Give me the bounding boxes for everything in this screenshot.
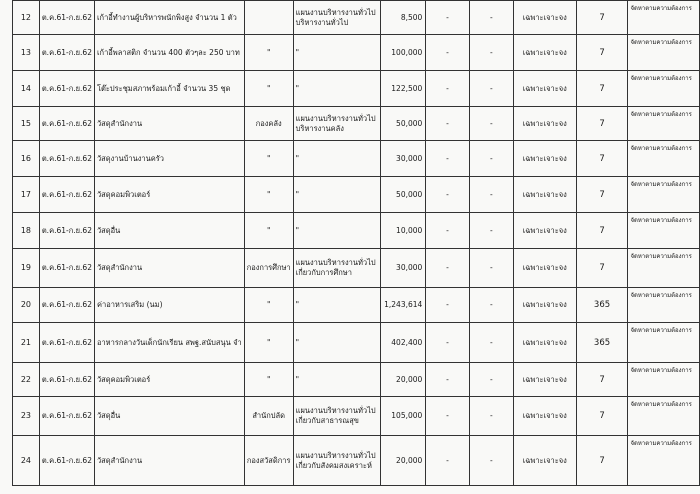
row-period: ต.ค.61-ก.ย.62 (39, 323, 94, 363)
table-row (13, 1, 700, 35)
row-number: 24 (13, 436, 40, 486)
row-item: วัสดุสำนักงาน (94, 107, 244, 141)
row-unit: กองการศึกษา (244, 249, 293, 288)
row-budget-source-1: - (426, 213, 469, 249)
row-budget-source-1: - (426, 288, 469, 323)
row-plan-line-2: เกี่ยวกับการศึกษา (295, 268, 352, 277)
row-period: ต.ค.61-ก.ย.62 (39, 436, 94, 486)
row-days: 7 (576, 1, 628, 35)
table-row (13, 288, 700, 323)
row-days: 7 (576, 107, 628, 141)
row-days: 7 (576, 363, 628, 397)
row-period: ต.ค.61-ก.ย.62 (39, 249, 94, 288)
row-budget-source-2: - (469, 436, 513, 486)
row-item: เก้าอี้ทำงานผู้บริหารพนักพิงสูง จำนวน 1 ตัว (94, 1, 244, 35)
row-unit (244, 1, 293, 35)
row-plan (293, 323, 381, 363)
row-plan (293, 35, 381, 71)
row-number: 23 (13, 397, 40, 436)
row-unit: กองคลัง (244, 107, 293, 141)
row-days: 7 (576, 71, 628, 107)
row-budget: 30,000 (381, 249, 426, 288)
row-number: 16 (13, 141, 40, 177)
row-budget-source-1: - (426, 35, 469, 71)
row-budget-source-2: - (469, 323, 513, 363)
row-budget-source-1: - (426, 323, 469, 363)
row-method: เฉพาะเจาะจง (513, 436, 576, 486)
row-item: วัสดุอื่น (94, 213, 244, 249)
row-item: โต๊ะประชุมสภาพร้อมเก้าอี้ จำนวน 35 ชุด (94, 71, 244, 107)
row-plan (293, 436, 381, 486)
table-row (13, 35, 700, 71)
table-row (13, 363, 700, 397)
row-unit: " (244, 35, 293, 71)
table-row (13, 213, 700, 249)
row-days: 7 (576, 213, 628, 249)
row-plan-line-1: " (295, 83, 300, 93)
row-budget-source-1: - (426, 363, 469, 397)
row-days: 7 (576, 397, 628, 436)
row-plan-line-1: " (295, 153, 300, 163)
row-method: เฉพาะเจาะจง (513, 141, 576, 177)
row-plan-line-1: แผนงานบริหารงานทั่วไป (295, 258, 376, 267)
row-plan (293, 397, 381, 436)
row-plan-line-2: บริหารงานทั่วไป (295, 17, 349, 27)
row-plan-line-1: แผนงานบริหารงานทั่วไป (295, 7, 376, 17)
row-budget-source-1: - (426, 177, 469, 213)
row-item: วัสดุคอมพิวเตอร์ (94, 177, 244, 213)
row-plan (293, 249, 381, 288)
row-item: เก้าอี้พลาสติก จำนวน 400 ตัวๆละ 250 บาท (94, 35, 244, 71)
row-budget-source-2: - (469, 71, 513, 107)
row-days: 365 (576, 288, 628, 323)
row-period: ต.ค.61-ก.ย.62 (39, 288, 94, 323)
row-plan-line-2: เกี่ยวกับสังคมสงเคราะห์ (295, 460, 372, 470)
row-item: อาหารกลางวันเด็กนักเรียน สพฐ.สนับสนุน จำ (94, 323, 244, 363)
row-plan-line-2: เกี่ยวกับสาธารณสุข (295, 416, 359, 425)
row-number: 20 (13, 288, 40, 323)
row-plan-line-1: แผนงานบริหารงานทั่วไป (295, 113, 376, 123)
row-period: ต.ค.61-ก.ย.62 (39, 141, 94, 177)
row-budget: 1,243,614 (381, 288, 426, 323)
table-row (13, 397, 700, 436)
row-period: ต.ค.61-ก.ย.62 (39, 1, 94, 35)
row-period: ต.ค.61-ก.ย.62 (39, 35, 94, 71)
row-budget-source-2: - (469, 177, 513, 213)
table-row (13, 249, 700, 288)
row-unit: " (244, 71, 293, 107)
table-row (13, 141, 700, 177)
row-budget: 105,000 (381, 397, 426, 436)
table-row (13, 436, 700, 486)
row-number: 17 (13, 177, 40, 213)
row-plan (293, 288, 381, 323)
row-method: เฉพาะเจาะจง (513, 397, 576, 436)
row-period: ต.ค.61-ก.ย.62 (39, 71, 94, 107)
row-plan-line-1: แผนงานบริหารงานทั่วไป (295, 406, 376, 415)
row-item: วัสดุสำนักงาน (94, 249, 244, 288)
row-note: จัดหาตามความต้องการ (628, 363, 700, 397)
row-method: เฉพาะเจาะจง (513, 177, 576, 213)
row-budget: 20,000 (381, 436, 426, 486)
row-period: ต.ค.61-ก.ย.62 (39, 107, 94, 141)
row-number: 22 (13, 363, 40, 397)
row-period: ต.ค.61-ก.ย.62 (39, 397, 94, 436)
row-budget: 100,000 (381, 35, 426, 71)
row-plan (293, 1, 381, 35)
row-note: จัดหาตามความต้องการ (628, 397, 700, 436)
row-number: 21 (13, 323, 40, 363)
row-unit: กองสวัสดิการ (244, 436, 293, 486)
row-budget: 402,400 (381, 323, 426, 363)
row-days: 7 (576, 141, 628, 177)
row-days: 7 (576, 249, 628, 288)
row-budget-source-2: - (469, 397, 513, 436)
row-note: จัดหาตามความต้องการ (628, 436, 700, 486)
row-plan-line-1: " (295, 374, 300, 384)
row-method: เฉพาะเจาะจง (513, 288, 576, 323)
row-unit: " (244, 213, 293, 249)
row-note: จัดหาตามความต้องการ (628, 323, 700, 363)
row-period: ต.ค.61-ก.ย.62 (39, 213, 94, 249)
row-plan-line-1: " (295, 300, 300, 309)
row-plan-line-1: " (295, 337, 300, 347)
row-item: วัสดุอื่น (94, 397, 244, 436)
row-budget: 10,000 (381, 213, 426, 249)
row-plan-line-1: " (295, 225, 300, 235)
row-method: เฉพาะเจาะจง (513, 213, 576, 249)
row-method: เฉพาะเจาะจง (513, 1, 576, 35)
row-budget-source-2: - (469, 249, 513, 288)
row-days: 7 (576, 436, 628, 486)
row-budget: 20,000 (381, 363, 426, 397)
row-plan (293, 213, 381, 249)
row-method: เฉพาะเจาะจง (513, 323, 576, 363)
table-row (13, 107, 700, 141)
row-item: วัสดุงานบ้านงานครัว (94, 141, 244, 177)
row-budget-source-1: - (426, 397, 469, 436)
row-number: 19 (13, 249, 40, 288)
row-note: จัดหาตามความต้องการ (628, 35, 700, 71)
row-unit: " (244, 177, 293, 213)
row-budget: 122,500 (381, 71, 426, 107)
row-unit: " (244, 323, 293, 363)
row-unit: " (244, 141, 293, 177)
row-unit: สำนักปลัด (244, 397, 293, 436)
row-plan (293, 107, 381, 141)
row-note: จัดหาตามความต้องการ (628, 107, 700, 141)
row-method: เฉพาะเจาะจง (513, 107, 576, 141)
row-item: ค่าอาหารเสริม (นม) (94, 288, 244, 323)
row-plan-line-1: " (295, 47, 300, 57)
row-budget-source-1: - (426, 141, 469, 177)
row-note: จัดหาตามความต้องการ (628, 1, 700, 35)
row-budget-source-1: - (426, 1, 469, 35)
row-number: 15 (13, 107, 40, 141)
row-method: เฉพาะเจาะจง (513, 71, 576, 107)
row-item: วัสดุสำนักงาน (94, 436, 244, 486)
row-method: เฉพาะเจาะจง (513, 35, 576, 71)
row-budget: 30,000 (381, 141, 426, 177)
procurement-table (12, 0, 700, 486)
row-plan-line-1: แผนงานบริหารงานทั่วไป (295, 450, 376, 460)
table-row (13, 71, 700, 107)
row-plan (293, 141, 381, 177)
row-budget: 8,500 (381, 1, 426, 35)
row-days: 7 (576, 177, 628, 213)
table-row (13, 177, 700, 213)
row-number: 18 (13, 213, 40, 249)
row-days: 365 (576, 323, 628, 363)
row-note: จัดหาตามความต้องการ (628, 288, 700, 323)
row-note: จัดหาตามความต้องการ (628, 177, 700, 213)
row-budget-source-2: - (469, 288, 513, 323)
row-note: จัดหาตามความต้องการ (628, 141, 700, 177)
row-note: จัดหาตามความต้องการ (628, 249, 700, 288)
row-plan (293, 363, 381, 397)
row-budget-source-2: - (469, 213, 513, 249)
row-plan (293, 177, 381, 213)
row-budget-source-1: - (426, 436, 469, 486)
row-period: ต.ค.61-ก.ย.62 (39, 177, 94, 213)
row-note: จัดหาตามความต้องการ (628, 71, 700, 107)
row-plan-line-1: " (295, 189, 300, 199)
row-days: 7 (576, 35, 628, 71)
row-budget-source-1: - (426, 71, 469, 107)
row-note: จัดหาตามความต้องการ (628, 213, 700, 249)
row-number: 13 (13, 35, 40, 71)
row-plan-line-2: บริหารงานคลัง (295, 123, 344, 133)
table-body (13, 1, 700, 486)
row-budget-source-2: - (469, 141, 513, 177)
row-number: 12 (13, 1, 40, 35)
row-unit: " (244, 288, 293, 323)
row-unit: " (244, 363, 293, 397)
row-method: เฉพาะเจาะจง (513, 249, 576, 288)
row-budget: 50,000 (381, 107, 426, 141)
row-budget-source-2: - (469, 363, 513, 397)
table-row (13, 323, 700, 363)
row-number: 14 (13, 71, 40, 107)
row-period: ต.ค.61-ก.ย.62 (39, 363, 94, 397)
row-method: เฉพาะเจาะจง (513, 363, 576, 397)
row-item: วัสดุคอมพิวเตอร์ (94, 363, 244, 397)
row-budget: 50,000 (381, 177, 426, 213)
row-budget-source-2: - (469, 35, 513, 71)
row-budget-source-1: - (426, 107, 469, 141)
row-plan (293, 71, 381, 107)
row-budget-source-2: - (469, 107, 513, 141)
row-budget-source-1: - (426, 249, 469, 288)
row-budget-source-2: - (469, 1, 513, 35)
